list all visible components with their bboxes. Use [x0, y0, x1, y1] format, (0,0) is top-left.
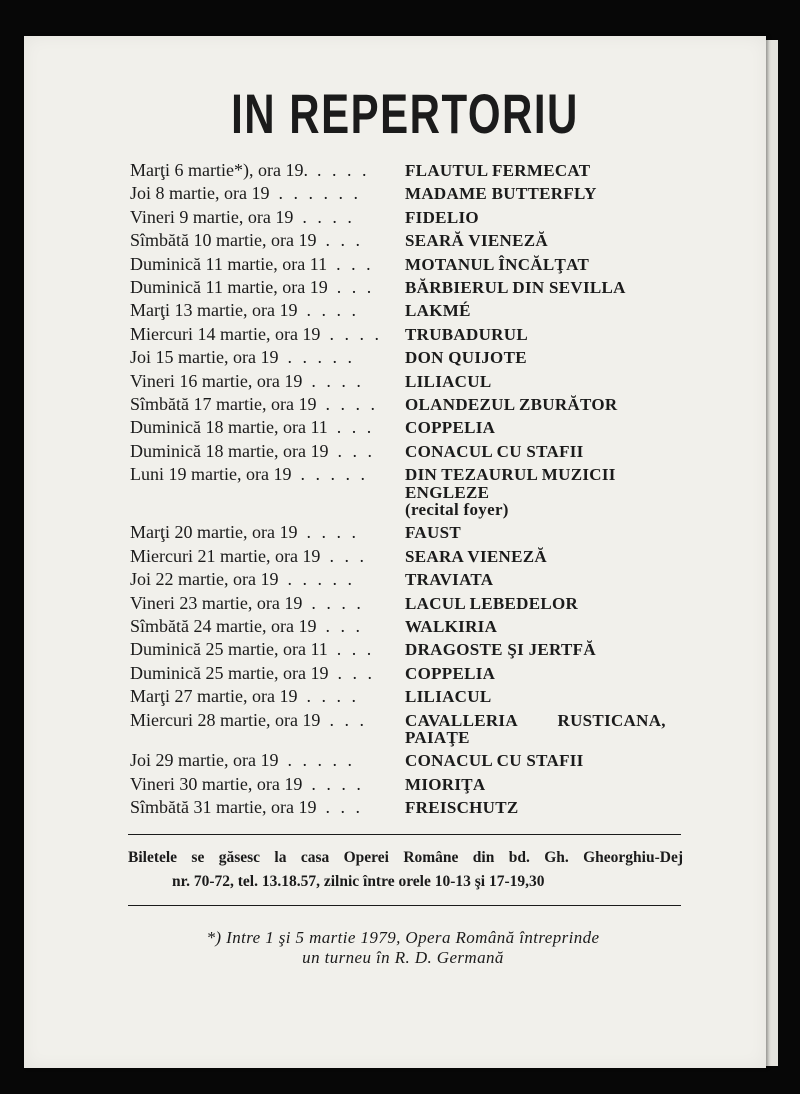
date-text: Duminică 18 martie, ora 11 — [130, 417, 328, 438]
performance-title — [405, 256, 690, 274]
title-line: MADAME BUTTERFLY — [405, 184, 597, 204]
performance-date — [130, 185, 405, 203]
title-line: CONACUL CU STAFII — [405, 751, 584, 771]
leader-dots: . . . . . — [287, 569, 355, 590]
title-line: LAKMÉ — [405, 301, 471, 321]
performance-date — [130, 592, 405, 613]
date-text: Joi 8 martie, ora 19 — [130, 183, 270, 204]
leader-dots: . . . . — [306, 686, 359, 707]
title-line: SEARA VIENEZĂ — [405, 546, 547, 566]
date-text: Vineri 9 martie, ora 19 — [130, 206, 294, 227]
title-line: TRAVIATA — [405, 570, 494, 590]
date-text: Duminică 25 martie, ora 11 — [130, 639, 328, 660]
leader-dots: . . . — [329, 545, 367, 566]
schedule-row — [130, 618, 690, 636]
title-line: DIN TEZAURUL MUZICII — [405, 465, 616, 485]
footnote-line-2: un turneu în R. D. Germană — [302, 948, 504, 967]
performance-date — [130, 773, 405, 794]
schedule-row — [130, 773, 690, 794]
title-line: LACUL LEBEDELOR — [405, 593, 579, 613]
performance-title — [405, 396, 690, 414]
schedule-row — [130, 206, 690, 227]
ticket-info-line-1: Biletele se găsesc la casa Operei Române din bd. Gh. Gheorghiu-Dej — [128, 849, 683, 866]
performance-date — [130, 323, 405, 344]
date-text: Duminică 11 martie, ora 11 — [130, 253, 328, 274]
schedule-row — [130, 688, 690, 706]
schedule-row — [130, 799, 690, 817]
date-text: Vineri 30 martie, ora 19 — [130, 773, 303, 794]
title-line: DRAGOSTE ŞI JERTFĂ — [405, 640, 596, 660]
performance-date — [130, 206, 405, 227]
leader-dots: . . . . — [316, 160, 370, 180]
divider-line — [128, 905, 681, 906]
performance-title — [405, 419, 690, 437]
date-text: Marţi 6 martie*), ora 19. — [130, 160, 308, 180]
date-text: Joi 22 martie, ora 19 — [130, 569, 279, 590]
performance-title — [405, 712, 690, 747]
leader-dots: . . . . . — [287, 750, 355, 771]
performance-date — [130, 349, 405, 367]
date-text: Joi 29 martie, ora 19 — [130, 750, 279, 771]
performance-date — [130, 162, 405, 180]
date-text: Sîmbătă 31 martie, ora 19 — [130, 797, 317, 818]
date-text: Miercuri 21 martie, ora 19 — [130, 545, 321, 566]
performance-date — [130, 524, 405, 542]
leader-dots: . . . . — [302, 206, 355, 227]
schedule-row — [130, 466, 690, 519]
schedule-row — [130, 349, 690, 367]
leader-dots: . . . . — [306, 300, 359, 321]
schedule-row — [130, 393, 690, 414]
performance-title — [405, 524, 690, 542]
schedule-row — [130, 571, 690, 589]
divider-line — [128, 834, 681, 835]
schedule-row — [130, 662, 690, 683]
leader-dots: . . . . . — [287, 347, 355, 368]
performance-title — [405, 302, 690, 320]
performance-date — [130, 253, 405, 274]
performance-date — [130, 276, 405, 297]
performance-title — [405, 326, 690, 344]
performance-title — [405, 466, 690, 519]
date-text: Miercuri 28 martie, ora 19 — [130, 709, 321, 730]
leader-dots: . . . — [336, 639, 375, 660]
performance-title — [405, 279, 690, 297]
leader-dots: . . . — [337, 662, 375, 683]
performance-date — [130, 302, 405, 320]
schedule-row — [130, 524, 690, 542]
leader-dots: . . . — [325, 230, 363, 251]
date-text: Sîmbătă 24 martie, ora 19 — [130, 616, 317, 637]
performance-date — [130, 752, 405, 770]
title-line: WALKIRIA — [405, 617, 498, 637]
schedule-row — [130, 419, 690, 437]
title-line: FLAUTUL FERMECAT — [405, 161, 591, 180]
leader-dots: . . . — [336, 417, 375, 438]
performance-date — [130, 419, 405, 437]
page-title: IN REPERTORIU — [231, 82, 579, 145]
title-line: FIDELIO — [405, 207, 479, 227]
title-line: FAUST — [405, 523, 461, 543]
performance-schedule — [130, 162, 690, 823]
leader-dots: . . . — [336, 253, 374, 274]
date-text: Duminică 18 martie, ora 19 — [130, 440, 329, 461]
title-line: MIORIŢA — [405, 774, 486, 794]
leader-dots: . . . — [336, 276, 375, 297]
date-text: Miercuri 14 martie, ora 19 — [130, 323, 321, 344]
performance-date — [130, 799, 405, 817]
performance-date — [130, 662, 405, 683]
title-line: SEARĂ VIENEZĂ — [405, 231, 548, 251]
title-line: OLANDEZUL ZBURĂTOR — [405, 394, 618, 414]
title-line: PAIAŢE — [405, 728, 470, 748]
performance-title — [405, 443, 690, 461]
performance-date — [130, 393, 405, 414]
performance-date — [130, 709, 405, 747]
performance-title — [405, 162, 690, 180]
schedule-row — [130, 302, 690, 320]
performance-date — [130, 232, 405, 250]
title-line: BĂRBIERUL DIN SEVILLA — [405, 277, 626, 297]
performance-date — [130, 466, 405, 519]
leader-dots: . . . . — [325, 393, 378, 414]
date-text: Duminică 11 martie, ora 19 — [130, 276, 328, 297]
title-line: LILIACUL — [405, 687, 492, 707]
performance-title — [405, 665, 690, 683]
schedule-row — [130, 440, 690, 461]
performance-date — [130, 641, 405, 659]
ticket-info-line-2: nr. 70-72, tel. 13.18.57, zilnic între orele 10-13 şi 17-19,30 — [172, 873, 545, 890]
performance-title — [405, 548, 690, 566]
leader-dots: . . . . — [306, 522, 359, 543]
performance-title — [405, 232, 690, 250]
performance-title — [405, 185, 690, 203]
title-line: FREISCHUTZ — [405, 798, 519, 818]
performance-title — [405, 349, 690, 367]
schedule-row — [130, 752, 690, 770]
schedule-row — [130, 545, 690, 566]
leader-dots: . . . . — [311, 592, 364, 613]
leader-dots: . . . . . — [300, 464, 368, 485]
leader-dots: . . . — [337, 440, 375, 461]
date-text: Marţi 20 martie, ora 19 — [130, 522, 298, 543]
leader-dots: . . . . — [329, 323, 382, 344]
date-text: Marţi 27 martie, ora 19 — [130, 686, 298, 707]
schedule-row — [130, 709, 690, 748]
leader-dots: . . . . . . — [278, 183, 361, 204]
leader-dots: . . . — [329, 709, 367, 730]
performance-title — [405, 799, 690, 817]
title-line: LILIACUL — [405, 371, 492, 391]
performance-title — [405, 641, 690, 659]
date-text: Sîmbătă 10 martie, ora 19 — [130, 230, 317, 251]
date-text: Duminică 25 martie, ora 19 — [130, 662, 329, 683]
footnote-line-1: *) Intre 1 şi 5 martie 1979, Opera Română întreprinde — [206, 928, 600, 947]
schedule-row — [130, 276, 690, 297]
title-line: ENGLEZE — [405, 482, 490, 502]
performance-title — [405, 776, 690, 794]
title-line: COPPELIA — [405, 663, 496, 683]
leader-dots: . . . — [325, 616, 363, 637]
schedule-row — [130, 162, 690, 180]
title-line: (recital foyer) — [405, 500, 509, 520]
leader-dots: . . . — [325, 797, 363, 818]
performance-title — [405, 595, 690, 613]
date-text: Luni 19 martie, ora 19 — [130, 464, 292, 485]
schedule-row — [130, 185, 690, 203]
performance-date — [130, 571, 405, 589]
performance-date — [130, 688, 405, 706]
performance-date — [130, 545, 405, 566]
schedule-row — [130, 253, 690, 274]
leader-dots: . . . . — [311, 370, 364, 391]
title-line: TRUBADURUL — [405, 324, 528, 344]
performance-title — [405, 571, 690, 589]
title-line: MOTANUL ÎNCĂLŢAT — [405, 254, 590, 274]
date-text: Vineri 16 martie, ora 19 — [130, 370, 303, 391]
performance-date — [130, 370, 405, 391]
schedule-row — [130, 641, 690, 659]
title-line: CAVALLERIA RUSTICANA, — [405, 710, 666, 730]
title-line: COPPELIA — [405, 418, 496, 438]
performance-title — [405, 752, 690, 770]
schedule-row — [130, 323, 690, 344]
performance-date — [130, 618, 405, 636]
leader-dots: . . . . — [311, 773, 364, 794]
title-line: CONACUL CU STAFII — [405, 441, 584, 461]
performance-date — [130, 440, 405, 461]
schedule-row — [130, 370, 690, 391]
performance-title — [405, 209, 690, 227]
performance-title — [405, 618, 690, 636]
schedule-row — [130, 232, 690, 250]
performance-title — [405, 373, 690, 391]
title-line: DON QUIJOTE — [405, 348, 527, 368]
date-text: Marţi 13 martie, ora 19 — [130, 300, 298, 321]
date-text: Vineri 23 martie, ora 19 — [130, 592, 303, 613]
schedule-row — [130, 592, 690, 613]
date-text: Joi 15 martie, ora 19 — [130, 347, 279, 368]
performance-title — [405, 688, 690, 706]
date-text: Sîmbătă 17 martie, ora 19 — [130, 393, 317, 414]
